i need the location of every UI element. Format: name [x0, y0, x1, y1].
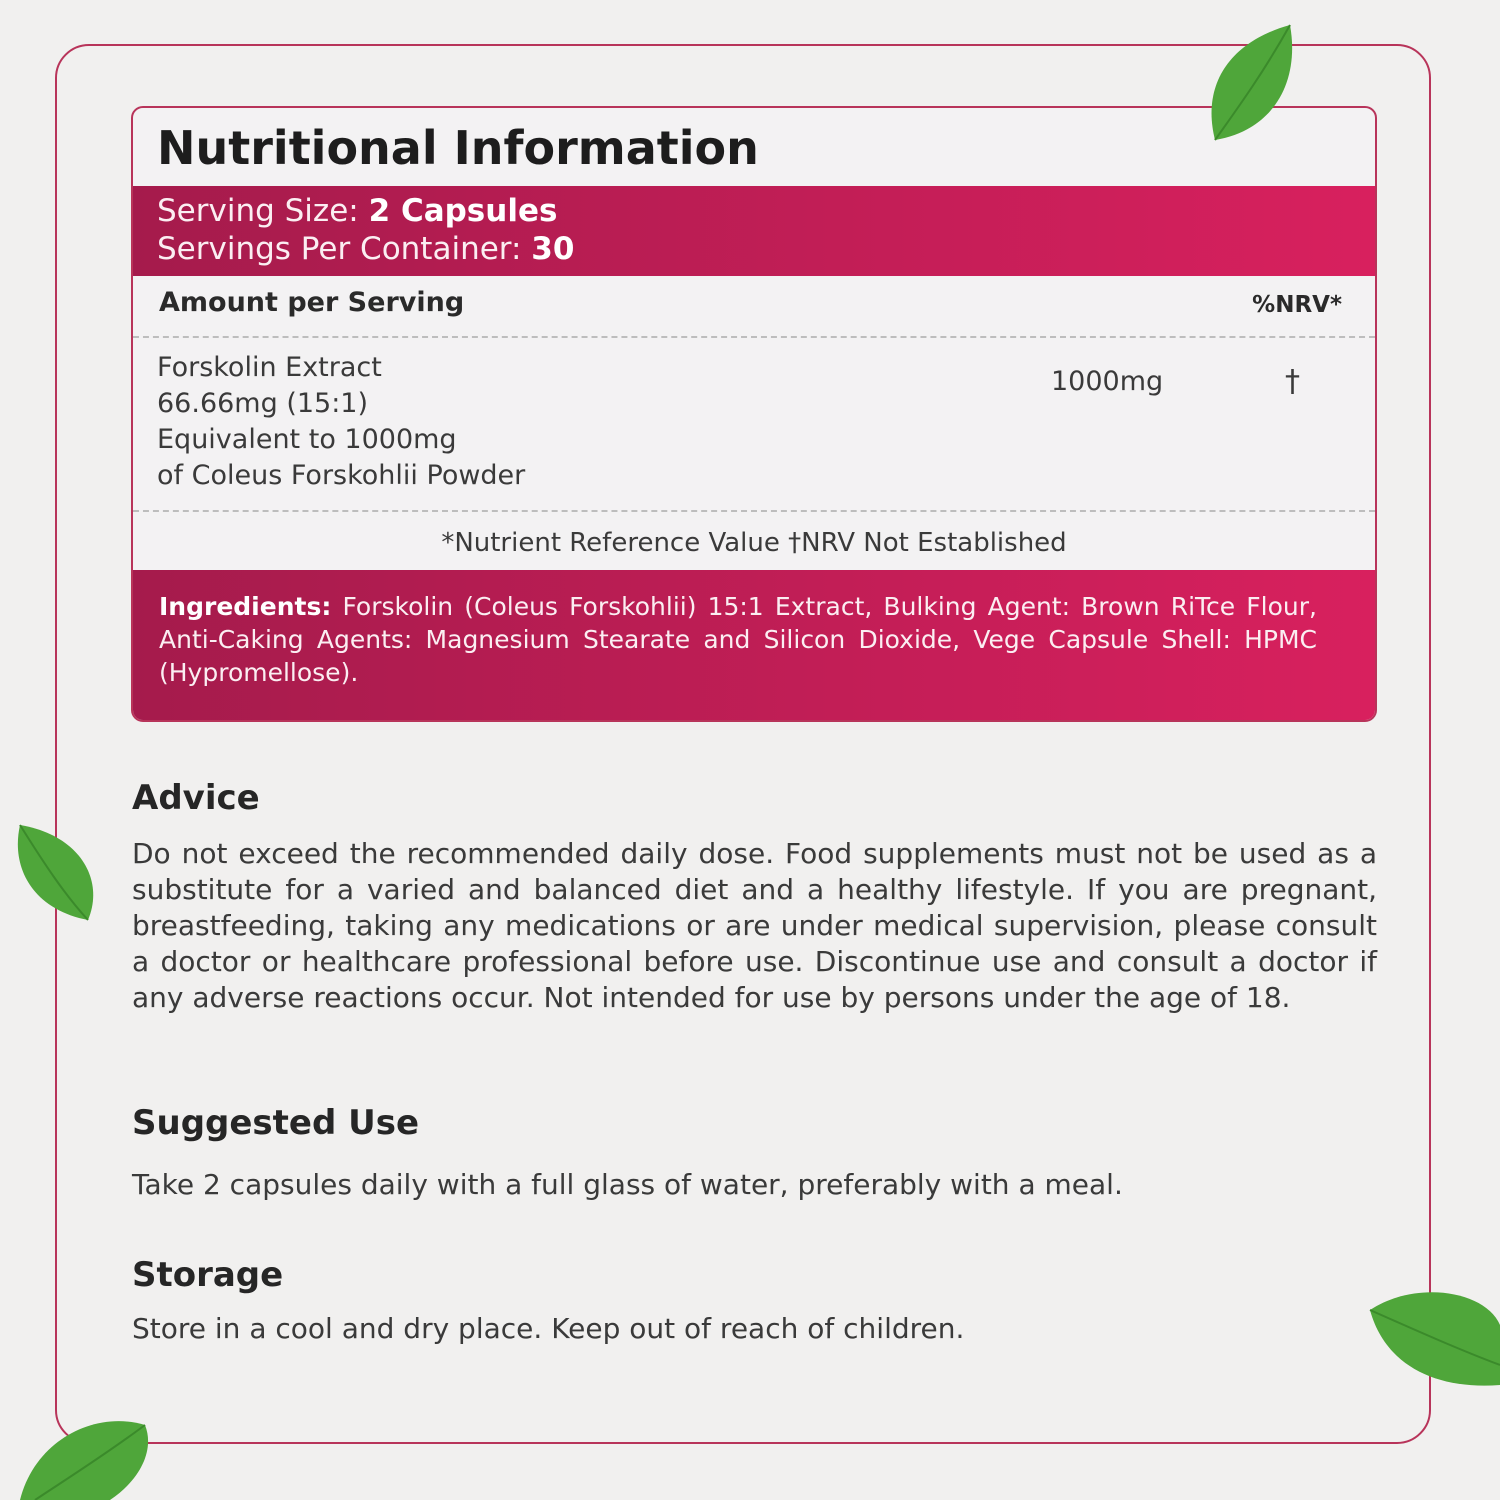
leaf-icon [1365, 1285, 1500, 1390]
serving-size [157, 192, 1351, 230]
serving-size-value: 2 Capsules [368, 193, 558, 229]
advice-text: Do not exceed the recommended daily dose. Food supplements must not be used as a substitute for a varied and balanced diet and a healthy lifestyle. If you are pregnant, breastfeeding, taking any medications or are under medical supervision, please consult a doctor or healthcare professional before use. Discontinue use and consult a doctor if any adverse reactions occur. Not intended for use by persons under the age of 18. [132, 837, 1377, 1014]
extract-line: Forskolin Extract [157, 352, 382, 383]
nrv-footnote: *Nutrient Reference Value †NRV Not Established [441, 528, 1067, 558]
nutrition-title: Nutritional Information [157, 121, 759, 175]
extract-line: 66.66mg (15:1) [157, 388, 369, 419]
suggested-use-text: Take 2 capsules daily with a full glass of water, preferably with a meal. [132, 1168, 1123, 1201]
suggested-use-heading: Suggested Use [132, 1103, 420, 1143]
leaf-icon [15, 1410, 155, 1500]
extract-nrv: † [1285, 364, 1300, 399]
storage-heading: Storage [132, 1255, 284, 1295]
servings-per-container-value: 30 [531, 231, 575, 267]
extract-amount: 1000mg [1051, 366, 1164, 397]
serving-band [133, 186, 1375, 276]
ingredients-label: Ingredients: [159, 592, 332, 621]
serving-size-label: Serving Size: [157, 193, 359, 229]
extract-line: Equivalent to 1000mg [157, 424, 457, 455]
ingredients-band [133, 570, 1375, 720]
amount-per-serving: Amount per Serving [159, 287, 465, 318]
leaf-icon [1195, 20, 1305, 145]
ingredients-text: Forskolin (Coleus Forskohlii) 15:1 Extract, Bulking Agent: Brown RiTce Flour, Anti-Caking Agents: Magnesium Stearate and Silicon Dioxide, Vege Capsule Shell: HPMC (Hypromellose). [159, 592, 1317, 687]
extract-description [157, 350, 525, 494]
nutrition-label [131, 106, 1377, 722]
amount-header-row [133, 276, 1375, 338]
extract-line: of Coleus Forskohlii Powder [157, 460, 526, 491]
advice-heading: Advice [132, 778, 260, 818]
servings-per-container [157, 230, 1351, 268]
extract-row [133, 338, 1375, 512]
leaf-icon [10, 820, 100, 925]
storage-text: Store in a cool and dry place. Keep out of reach of children. [132, 1312, 965, 1345]
servings-per-container-label: Servings Per Container: [157, 231, 522, 267]
nrv-header: %NRV* [1252, 292, 1342, 318]
